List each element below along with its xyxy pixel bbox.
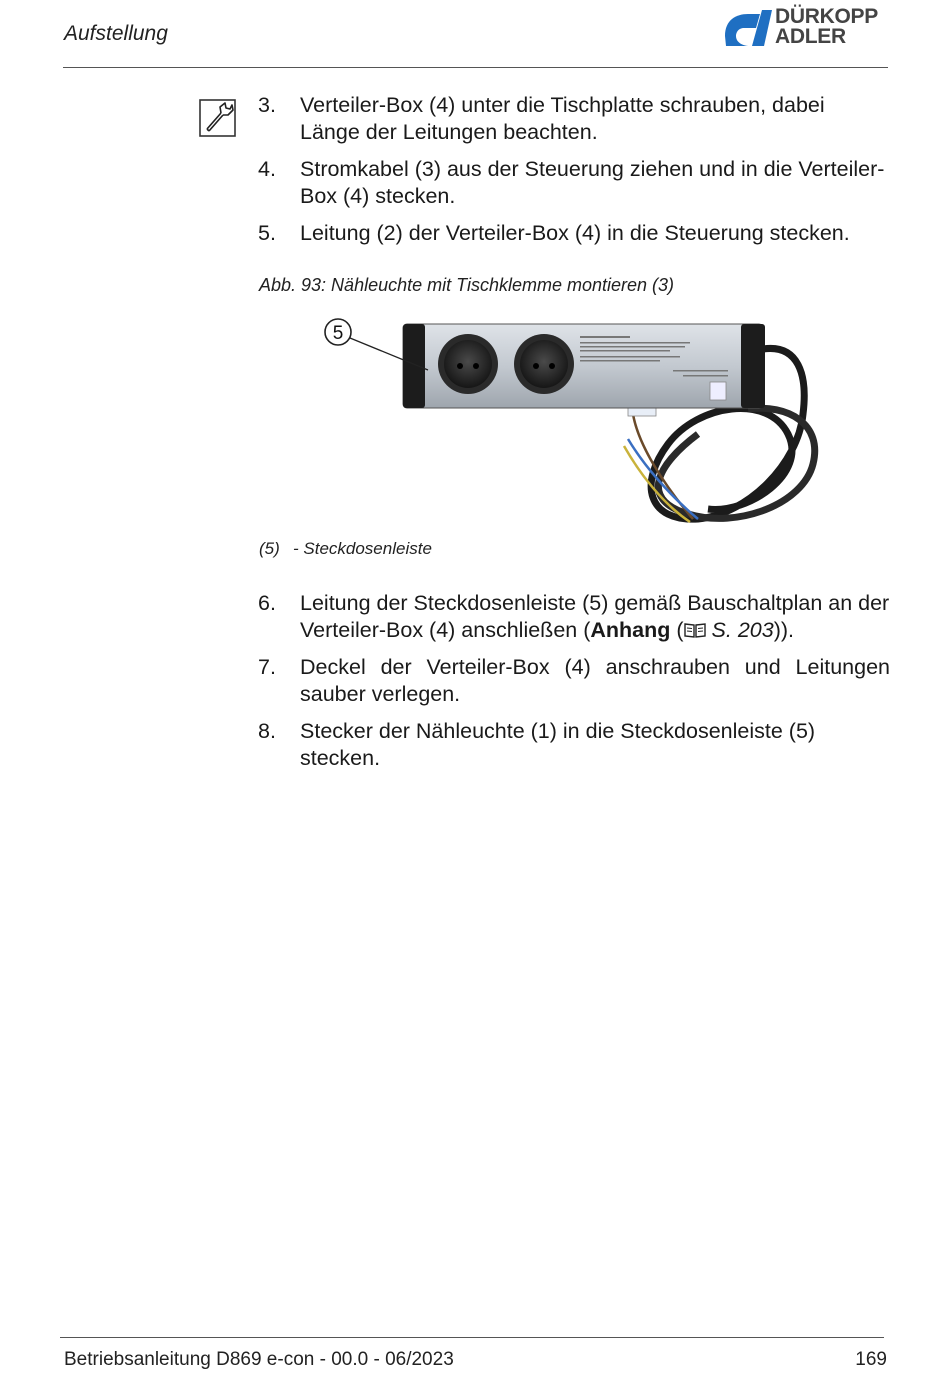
appendix-link-text: Anhang [590, 618, 671, 642]
page-reference[interactable]: S. 203 [711, 618, 774, 642]
instruction-steps-1 [258, 92, 890, 257]
step-text: Deckel der Verteiler-Box (4) anschrauben und Leitungen sauber verlegen. [300, 655, 890, 706]
instruction-steps-2 [258, 590, 890, 782]
legend-number: (5) [259, 539, 280, 558]
step-text: Leitung (2) der Verteiler-Box (4) in die Steuerung stecken. [300, 221, 850, 245]
brand-logo [722, 6, 890, 50]
figure-legend [259, 539, 432, 559]
header-divider [63, 67, 888, 68]
figure-callout-number: 5 [332, 323, 344, 344]
step-text: Stecker der Nähleuchte (1) in die Steckdosenleiste (5) stecken. [300, 719, 816, 770]
list-item: 4. Stromkabel (3) aus der Steuerung ziehen und in die Verteiler-Box (4) stecken. [258, 157, 885, 208]
section-title: Aufstellung [64, 22, 168, 45]
logo-mark-icon [722, 6, 774, 50]
manual-title: Betriebsanleitung D869 e-con - 00.0 - 06/2023 [64, 1349, 454, 1370]
brand-name-line1: DÜRKOPP [775, 5, 878, 28]
figure-caption: Abb. 93: Nähleuchte mit Tischklemme montieren (3) [259, 275, 675, 295]
list-item: 6. Leitung der Steckdosenleiste (5) gemäß Bauschaltplan an der Verteiler-Box (4) anschließen (Anhang ( S. 203)). [258, 591, 890, 642]
wrench-icon [199, 99, 236, 137]
step-text: Verteiler-Box (4) unter die Tischplatte schrauben, dabei Länge der Leitungen beachten. [300, 93, 825, 144]
step-text: Leitung der Steckdosenleiste (5) gemäß Bauschaltplan an der Verteiler-Box (4) anschließen (Anhang ( S. 203)). [300, 591, 890, 642]
list-item: 5. Leitung (2) der Verteiler-Box (4) in die Steuerung stecken. [258, 221, 850, 245]
power-strip-figure [318, 314, 838, 529]
list-item: 3. Verteiler-Box (4) unter die Tischplatte schrauben, dabei Länge der Leitungen beachten. [258, 93, 825, 144]
book-icon [684, 622, 706, 638]
footer-divider [60, 1337, 884, 1338]
step-text: Stromkabel (3) aus der Steuerung ziehen und in die Verteiler-Box (4) stecken. [300, 157, 885, 208]
brand-name-line2: ADLER [775, 25, 846, 48]
page-number: 169 [855, 1349, 887, 1370]
list-item: 8. Stecker der Nähleuchte (1) in die Steckdosenleiste (5) stecken. [258, 719, 816, 770]
list-item: 7. Deckel der Verteiler-Box (4) anschrauben und Leitungen sauber verlegen. [258, 655, 890, 706]
legend-text: - Steckdosenleiste [293, 539, 432, 558]
